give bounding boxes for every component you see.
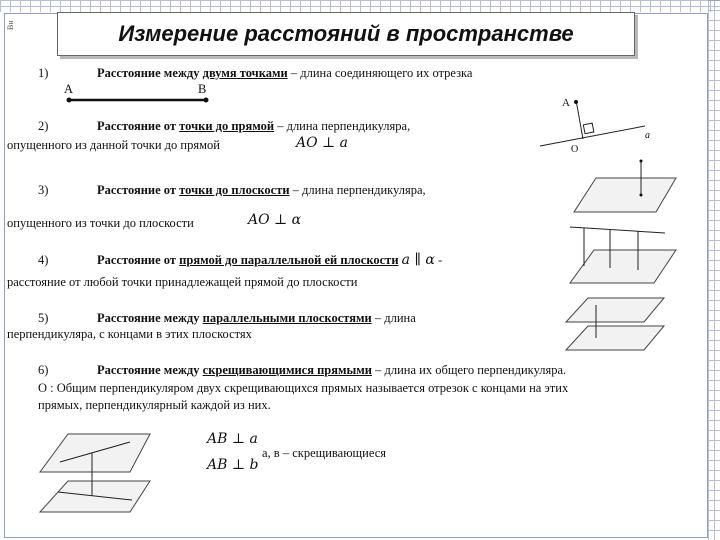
- item-6-text: Расстояние между скрещивающимися прямыми – длина их общего перпендикуляра.: [97, 363, 567, 377]
- item-3-formula: AO ⊥ α: [248, 212, 302, 228]
- item-6-definition-end: прямых, перпендикулярный каждой из них.: [38, 398, 271, 412]
- item-1-text: Расстояние между двумя точками – длина соединяющего их отрезка: [97, 66, 473, 80]
- item-4-text: Расстояние от прямой до параллельной ей плоскости a ∥ α -: [97, 252, 443, 268]
- item-4-line2: расстояние от любой точки принадлежащей прямой до плоскости: [7, 275, 358, 289]
- item-6-definition: О : Общим перпендикуляром двух скрещивающихся прямых называется отрезок с концами на этих: [38, 381, 569, 395]
- item-4-number: 4): [38, 253, 49, 267]
- item-3-line2: опущенного из точки до плоскости: [7, 216, 194, 230]
- fig2-label-o: O: [571, 144, 579, 155]
- item-6-number: 6): [38, 363, 49, 377]
- item-6-note: а, в – скрещивающиеся: [262, 446, 387, 460]
- item-5-text: Расстояние между параллельными плоскостями – длина: [97, 311, 416, 325]
- item-2-number: 2): [38, 119, 49, 133]
- item-2-formula: AO ⊥ a: [296, 135, 349, 151]
- item-5-line2: перпендикуляра, с концами в этих плоскостях: [7, 327, 252, 341]
- item-6-formula-2: AB ⊥ b: [207, 457, 259, 473]
- item-2-text: Расстояние от точки до прямой – длина перпендикуляра,: [97, 119, 411, 133]
- corner-mark: Вн: [6, 20, 15, 30]
- item-1-number: 1): [38, 66, 49, 80]
- item-2-line2: опущенного из данной точки до прямой: [7, 138, 220, 152]
- item-3-text: Расстояние от точки до плоскости – длина перпендикуляра,: [97, 183, 426, 197]
- item-6-formula-1: AB ⊥ a: [207, 431, 258, 447]
- fig2-label-line: a: [645, 130, 650, 141]
- fig2-label-a: A: [562, 97, 570, 109]
- item-5-number: 5): [38, 311, 49, 325]
- point-b-label: B: [198, 82, 207, 96]
- slide-title: Измерение расстояний в пространстве: [118, 21, 574, 46]
- item-3-number: 3): [38, 183, 49, 197]
- point-a-label: A: [64, 82, 74, 96]
